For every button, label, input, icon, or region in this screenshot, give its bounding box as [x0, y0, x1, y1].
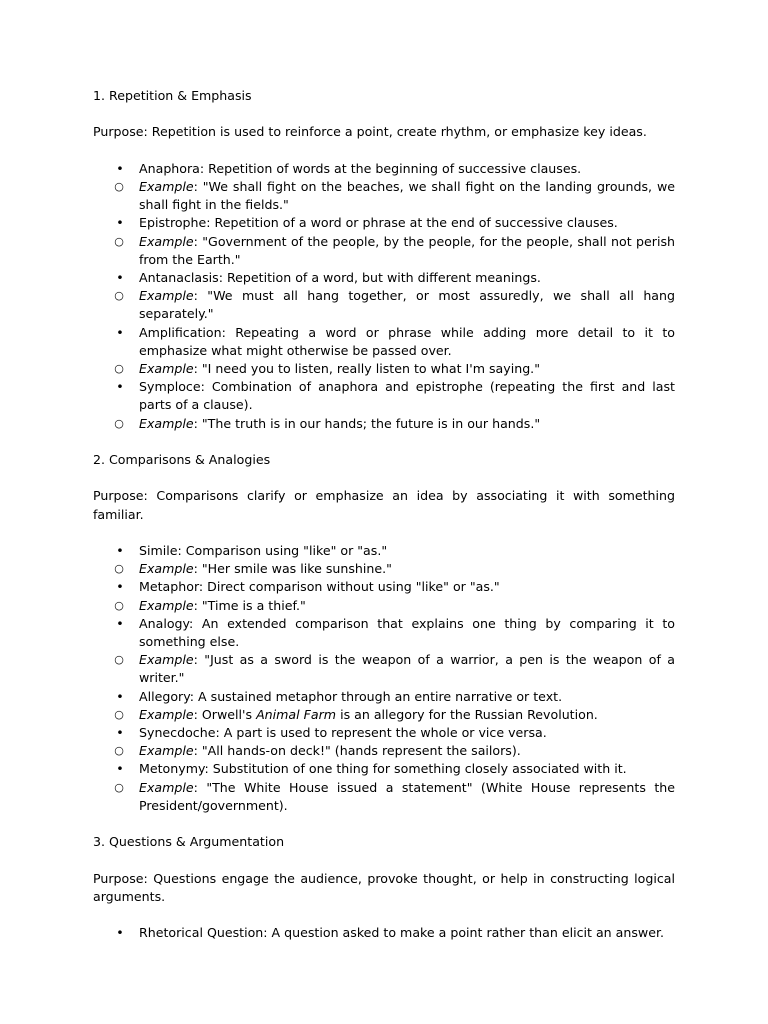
bullet-icon: •	[116, 615, 124, 631]
example-text: : "Government of the people, by the people, for the people, shall not perish from the Earth."	[139, 233, 675, 267]
example-text: : "We must all hang together, or most assuredly, we shall all hang separately."	[139, 288, 675, 322]
term-item-metaphor	[93, 578, 675, 596]
circle-bullet-icon: ○	[114, 179, 124, 193]
term-list	[93, 542, 675, 815]
term-item-rhetorical-question	[93, 924, 675, 942]
circle-bullet-icon: ○	[114, 234, 124, 248]
example-item	[93, 597, 675, 615]
example-item	[93, 651, 675, 687]
bullet-icon: •	[116, 379, 124, 395]
example-text: : "Her smile was like sunshine."	[193, 561, 392, 577]
circle-bullet-icon: ○	[114, 416, 124, 430]
term-text: Analogy: An extended comparison that explains one thing by comparing it to something else.	[139, 615, 675, 649]
example-item	[93, 706, 675, 724]
bullet-icon: •	[116, 269, 124, 285]
document-body	[93, 87, 675, 942]
example-label: Example	[139, 779, 194, 795]
bullet-icon: •	[116, 324, 124, 340]
section-heading: 2. Comparisons & Analogies	[93, 452, 271, 467]
example-item	[93, 178, 675, 214]
section-purpose: Purpose: Comparisons clarify or emphasize an idea by associating it with something familiar.	[93, 488, 675, 522]
example-label: Example	[139, 233, 194, 249]
term-item-symploce	[93, 378, 675, 414]
section-heading: 3. Questions & Argumentation	[93, 834, 285, 850]
example-text-post: is an allegory for the Russian Revolution.	[336, 706, 598, 722]
example-item	[93, 287, 675, 323]
example-text: : "The truth is in our hands; the future is in our hands."	[193, 415, 541, 431]
example-item	[93, 233, 675, 269]
term-list	[93, 160, 675, 433]
term-text: Antanaclasis: Repetition of a word, but with different meanings.	[139, 269, 541, 285]
term-text: Rhetorical Question: A question asked to make a point rather than elicit an answer.	[139, 925, 664, 941]
circle-bullet-icon: ○	[114, 744, 124, 758]
example-item	[93, 415, 675, 433]
term-text: Allegory: A sustained metaphor through an entire narrative or text.	[139, 688, 563, 704]
example-text: : "All hands-on deck!" (hands represent the sailors).	[193, 743, 521, 759]
term-item-anaphora	[93, 160, 675, 178]
bullet-icon: •	[116, 542, 124, 558]
example-label: Example	[139, 415, 194, 431]
term-text: Epistrophe: Repetition of a word or phrase at the end of successive clauses.	[139, 215, 618, 231]
bullet-icon: •	[116, 925, 124, 941]
circle-bullet-icon: ○	[114, 562, 124, 576]
term-text: Anaphora: Repetition of words at the beginning of successive clauses.	[139, 160, 582, 176]
section-purpose: Purpose: Questions engage the audience, provoke thought, or help in constructing logical arguments.	[93, 870, 675, 904]
example-label: Example	[139, 652, 194, 668]
term-text: Synecdoche: A part is used to represent the whole or vice versa.	[139, 725, 547, 740]
example-text: : "Time is a thief."	[193, 597, 306, 613]
example-text: : "We shall fight on the beaches, we shall fight on the landing grounds, we shall fight in the fields."	[139, 178, 675, 213]
section-repetition-emphasis	[93, 87, 675, 433]
circle-bullet-icon: ○	[114, 780, 124, 794]
example-text-pre: : Orwell's	[193, 706, 257, 722]
section-heading: 1. Repetition & Emphasis	[93, 88, 252, 103]
example-text: : "I need you to listen, really listen to what I'm saying."	[193, 361, 540, 376]
book-title: Animal Farm	[256, 706, 337, 722]
example-label: Example	[139, 597, 194, 613]
bullet-icon: •	[116, 688, 124, 704]
circle-bullet-icon: ○	[114, 362, 124, 375]
section-questions-argumentation	[93, 833, 675, 942]
circle-bullet-icon: ○	[114, 289, 124, 303]
circle-bullet-icon: ○	[114, 653, 124, 667]
bullet-icon: •	[116, 761, 124, 777]
term-text: Metonymy: Substitution of one thing for something closely associated with it.	[139, 761, 627, 777]
example-text: : "Just as a sword is the weapon of a warrior, a pen is the weapon of a writer."	[139, 652, 675, 686]
example-label: Example	[139, 361, 194, 376]
example-label: Example	[139, 561, 194, 577]
circle-bullet-icon: ○	[114, 707, 124, 721]
example-label: Example	[139, 178, 194, 194]
term-item-epistrophe	[93, 214, 675, 232]
term-text: Amplification: Repeating a word or phrase while adding more detail to it to emphasize what might otherwise be passed over.	[139, 324, 675, 358]
term-text: Symploce: Combination of anaphora and epistrophe (repeating the first and last parts of a clause).	[139, 379, 675, 413]
term-item-analogy	[93, 615, 675, 651]
bullet-icon: •	[116, 160, 124, 176]
bullet-icon: •	[116, 215, 124, 231]
example-item	[93, 742, 675, 760]
term-item-synecdoche	[93, 724, 675, 742]
example-item	[93, 560, 675, 578]
circle-bullet-icon: ○	[114, 598, 124, 612]
example-label: Example	[139, 743, 194, 759]
term-list	[93, 924, 675, 942]
term-item-metonymy	[93, 760, 675, 778]
example-label: Example	[139, 706, 194, 722]
section-comparisons-analogies	[93, 451, 675, 815]
example-label: Example	[139, 288, 194, 304]
term-item-amplification	[93, 324, 675, 360]
term-text: Metaphor: Direct comparison without using "like" or "as."	[139, 579, 500, 595]
example-item	[93, 779, 675, 815]
bullet-icon: •	[116, 725, 124, 740]
term-item-allegory	[93, 688, 675, 706]
section-purpose: Purpose: Repetition is used to reinforce a point, create rhythm, or emphasize key ideas.	[93, 124, 647, 140]
example-text: : "The White House issued a statement" (White House represents the President/government).	[139, 779, 675, 813]
term-item-antanaclasis	[93, 269, 675, 287]
example-item	[93, 360, 675, 378]
bullet-icon: •	[116, 579, 124, 595]
term-text: Simile: Comparison using "like" or "as."	[139, 542, 388, 558]
term-item-simile	[93, 542, 675, 560]
